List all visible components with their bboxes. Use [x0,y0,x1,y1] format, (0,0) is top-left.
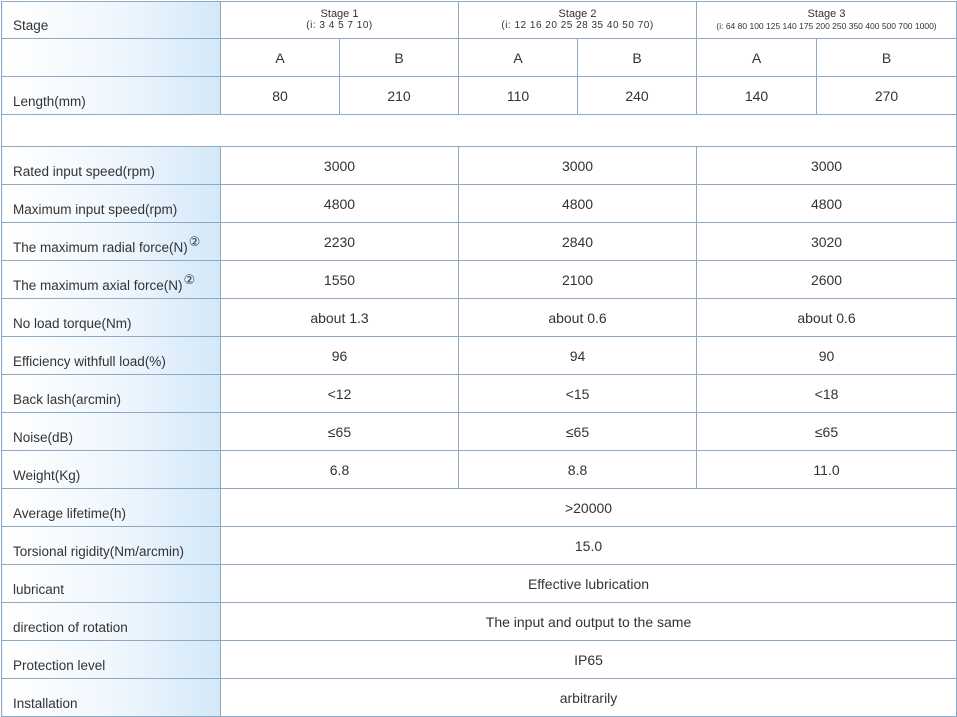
stage-3-value: 2600 [697,261,957,299]
stage-2-value: 3000 [459,147,697,185]
row-label-text: Noise(dB) [13,430,74,445]
table-row [2,489,957,527]
stage-1-ratios: (i: 3 4 5 7 10) [306,20,373,31]
table-row [2,603,957,641]
table-row [2,641,957,679]
stage-3-name: Stage 3 [807,8,846,20]
length-cell: 80 [221,77,340,115]
spacer-cell [2,115,957,147]
row-label [2,375,221,413]
stage-1-value: 3000 [221,147,459,185]
row-label: direction of rotation [2,603,221,641]
row-label-text: No load torque(Nm) [13,316,132,331]
stage-3-value: 3000 [697,147,957,185]
row-label [2,451,221,489]
stage-2-value: 2100 [459,261,697,299]
table-row [2,147,957,185]
stage-3-value: 3020 [697,223,957,261]
row-label: Torsional rigidity(Nm/arcmin) [2,527,221,565]
footnote-mark: ② [188,234,201,249]
length-cell: 270 [817,77,957,115]
length-cell: 240 [578,77,697,115]
stage-3-header [697,2,957,39]
stage-2-value: 94 [459,337,697,375]
stage-1-value: about 1.3 [221,299,459,337]
stage-1-value: ≤65 [221,413,459,451]
variant-cell: B [340,39,459,77]
length-cell: 210 [340,77,459,115]
table-row [2,527,957,565]
common-value: Effective lubrication [221,565,957,603]
length-cell: 140 [697,77,817,115]
row-label: Average lifetime(h) [2,489,221,527]
table-row [2,375,957,413]
variant-cell: A [459,39,578,77]
row-label-text: Weight(Kg) [13,468,81,483]
stage-3-value: <18 [697,375,957,413]
stage-2-ratios: (i: 12 16 20 25 28 35 40 50 70) [501,20,654,31]
stage-2-value: ≤65 [459,413,697,451]
variant-label-empty [2,39,221,77]
footnote-mark: ② [183,272,196,287]
row-label [2,223,221,261]
spec-table [1,1,957,717]
row-label: Protection level [2,641,221,679]
stage-3-value: 4800 [697,185,957,223]
table-row [2,185,957,223]
common-value: IP65 [221,641,957,679]
length-cell: 110 [459,77,578,115]
stage-1-value: 4800 [221,185,459,223]
variant-cell: B [578,39,697,77]
stage-1-name: Stage 1 [320,8,359,20]
row-label-text: The maximum axial force(N) [13,278,183,293]
variant-cell: A [697,39,817,77]
variant-cell: B [817,39,957,77]
row-label-text: Maximum input speed(rpm) [13,202,178,217]
common-value: 15.0 [221,527,957,565]
stage-2-value: 4800 [459,185,697,223]
common-value: arbitrarily [221,679,957,717]
stage-2-value: about 0.6 [459,299,697,337]
stage-2-value: 8.8 [459,451,697,489]
common-value: >20000 [221,489,957,527]
stage-header-row [2,2,957,39]
stage-2-value: 2840 [459,223,697,261]
row-label [2,185,221,223]
stage-1-value: 6.8 [221,451,459,489]
common-value: The input and output to the same [221,603,957,641]
row-label [2,261,221,299]
table-row [2,565,957,603]
table-row [2,261,957,299]
row-label [2,337,221,375]
spacer-row [2,115,957,147]
row-label [2,147,221,185]
table-row [2,413,957,451]
length-label: Length(mm) [2,77,221,115]
stage-3-value: 90 [697,337,957,375]
stage-3-value: ≤65 [697,413,957,451]
table-row [2,299,957,337]
stage-1-value: <12 [221,375,459,413]
stage-3-value: about 0.6 [697,299,957,337]
stage-2-name: Stage 2 [558,8,597,20]
row-label [2,299,221,337]
variant-row [2,39,957,77]
row-label-text: Back lash(arcmin) [13,392,122,407]
table-row [2,451,957,489]
row-label-text: Rated input speed(rpm) [13,164,155,179]
table-row [2,337,957,375]
stage-label: Stage [2,2,221,39]
length-row [2,77,957,115]
stage-1-value: 96 [221,337,459,375]
variant-cell: A [221,39,340,77]
row-label-text: Efficiency withfull load(%) [13,354,166,369]
row-label: Installation [2,679,221,717]
row-label-text: The maximum radial force(N) [13,240,188,255]
stage-1-header [221,2,459,39]
table-row [2,223,957,261]
row-label [2,413,221,451]
stage-3-value: 11.0 [697,451,957,489]
stage-3-ratios: (i: 64 80 100 125 140 175 200 250 350 400 500 700 1000) [716,21,937,31]
stage-1-value: 1550 [221,261,459,299]
table-row [2,679,957,717]
stage-2-value: <15 [459,375,697,413]
stage-2-header [459,2,697,39]
stage-1-value: 2230 [221,223,459,261]
row-label: lubricant [2,565,221,603]
